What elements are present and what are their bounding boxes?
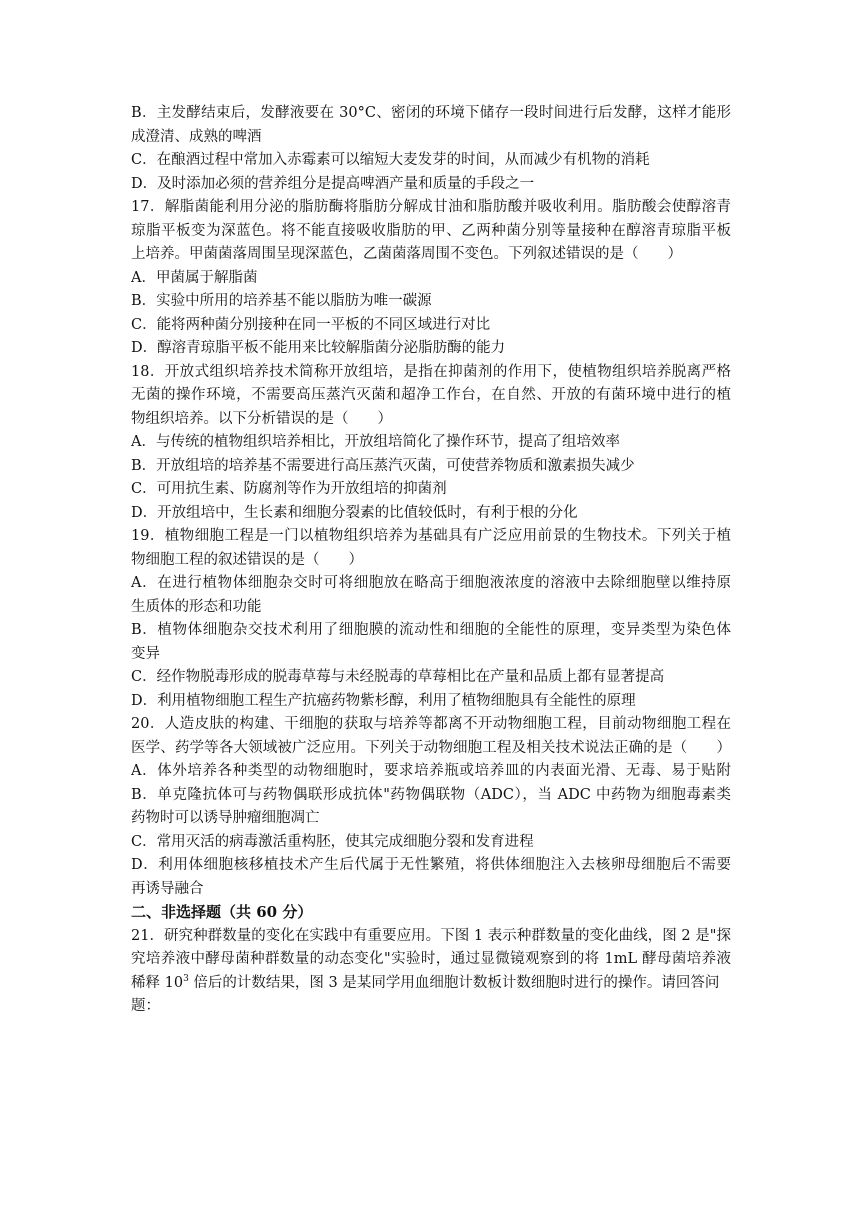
q17-option-c: C．能将两种菌分别接种在同一平板的不同区域进行对比 <box>131 316 491 333</box>
q20-stem-line1: 20．人造皮肤的构建、干细胞的获取与培养等都离不开动物细胞工程，目前动物细胞工程在 <box>131 716 731 732</box>
q19-stem-line1: 19．植物细胞工程是一门以植物组织培养为基础具有广泛应用前景的生物技术。下列关于植 <box>131 528 731 544</box>
question-17 <box>131 196 731 361</box>
q17-option-b: B．实验中所用的培养基不能以脂肪为唯一碳源 <box>131 293 432 309</box>
q16-option-c: C．在酿酒过程中常加入赤霉素可以缩短大麦发芽的时间，从而减少有机物的消耗 <box>131 152 650 168</box>
q17-option-a: A．甲菌属于解脂菌 <box>131 269 258 286</box>
q19-option-b-line2: 变异 <box>131 645 160 662</box>
q17-stem-line2: 琼脂平板变为深蓝色。将不能直接吸收脂肪的甲、乙两种菌分别等量接种在醇溶青琼脂平板 <box>131 222 731 239</box>
q18-stem-line2: 无菌的操作环境，不需要高压蒸汽灭菌和超净工作台，在自然、开放的有菌环境中进行的植 <box>131 387 731 403</box>
q19-option-c: C．经作物脱毒形成的脱毒草莓与未经脱毒的草莓相比在产量和品质上都有显著提高 <box>131 669 665 685</box>
q18-stem-line1: 18．开放式组织培养技术简称开放组培，是指在抑菌剂的作用下，使植物组织培养脱离严格 <box>131 363 731 380</box>
question-18 <box>131 361 731 526</box>
q20-stem-line2: 医学、药学等各大领域被广泛应用。下列关于动物细胞工程及相关技术说法正确的是（ ） <box>131 739 731 756</box>
question-19 <box>131 525 731 713</box>
q16-option-b-line1: B．主发酵结束后，发酵液要在 30°C、密闭的环境下储存一段时间进行后发酵，这样才能形 <box>131 105 731 121</box>
question-20 <box>131 713 731 901</box>
q16-option-d: D．及时添加必须的营养组分是提高啤酒产量和质量的手段之一 <box>131 175 535 192</box>
q20-option-b-line2: 药物时可以诱导肿瘤细胞凋亡 <box>131 810 320 826</box>
q18-option-c: C．可用抗生素、防腐剂等作为开放组培的抑菌剂 <box>131 481 447 497</box>
q16-option-b-line2: 成澄清、成熟的啤酒 <box>131 128 262 145</box>
q20-option-d-line2: 再诱导融合 <box>131 880 204 897</box>
question-16-options <box>131 102 731 196</box>
question-21 <box>131 925 731 1019</box>
q20-option-d-line1: D．利用体细胞核移植技术产生后代属于无性繁殖，将供体细胞注入去核卵母细胞后不需要 <box>131 857 731 873</box>
exam-content <box>131 102 731 1019</box>
q19-option-b-line1: B．植物体细胞杂交技术利用了细胞膜的流动性和细胞的全能性的原理，变异类型为染色体 <box>131 622 731 638</box>
section-heading-non-choice: 二、非选择题（共 60 分） <box>131 903 313 921</box>
q20-option-c: C．常用灭活的病毒激活重构胚，使其完成细胞分裂和发育进程 <box>131 833 534 850</box>
q18-option-b: B．开放组培的培养基不需要进行高压蒸汽灭菌，可使营养物质和激素损失减少 <box>131 457 635 474</box>
q21-stem-line2: 究培养液中酵母菌种群数量的动态变化"实验时，通过显微镜观察到的将 1mL 酵母菌培养液 <box>131 951 731 967</box>
q19-option-a-line1: A．在进行植物体细胞杂交时可将细胞放在略高于细胞液浓度的溶液中去除细胞壁以维持原 <box>131 575 731 591</box>
q20-option-a: A．体外培养各种类型的动物细胞时，要求培养瓶或培养皿的内表面光滑、无毒、易于贴附 <box>131 763 731 779</box>
q21-exponent: 3 <box>183 973 189 984</box>
q18-option-d: D．开放组培中，生长素和细胞分裂素的比值较低时，有利于根的分化 <box>131 504 578 521</box>
q19-stem-line2: 物细胞工程的叙述错误的是（ ） <box>131 551 363 568</box>
q18-stem-line3: 物组织培养。以下分析错误的是（ ） <box>131 410 392 427</box>
q18-option-a: A．与传统的植物组织培养相比，开放组培简化了操作环节，提高了组培效率 <box>131 434 620 450</box>
q17-stem-line1: 17．解脂菌能利用分泌的脂肪酶将脂肪分解成甘油和脂肪酸并吸收利用。脂肪酸会使醇溶青 <box>131 199 731 215</box>
q20-option-b-line1: B．单克隆抗体可与药物偶联形成抗体"药物偶联物（ADC），当 ADC 中药物为细胞毒素类 <box>131 786 731 803</box>
q21-stem-line4: 题： <box>131 998 160 1014</box>
q21-stem-line1: 21．研究种群数量的变化在实践中有重要应用。下图 1 表示种群数量的变化曲线，图 2 是"探 <box>131 927 731 944</box>
q19-option-d: D．利用植物细胞工程生产抗癌药物紫杉醇，利用了植物细胞具有全能性的原理 <box>131 692 636 709</box>
q21-stem-line3-pre: 稀释 10 <box>131 974 184 991</box>
q17-option-d: D．醇溶青琼脂平板不能用来比较解脂菌分泌脂肪酶的能力 <box>131 340 506 356</box>
q21-stem-line3-post: 倍后的计数结果，图 3 是某同学用血细胞计数板计数细胞时进行的操作。请回答问 <box>188 974 720 991</box>
q17-stem-line3: 上培养。甲菌菌落周围呈现深蓝色，乙菌菌落周围不变色。下列叙述错误的是（ ） <box>131 246 682 262</box>
q19-option-a-line2: 生质体的形态和功能 <box>131 598 262 615</box>
q21-stem-line3 <box>131 972 731 996</box>
